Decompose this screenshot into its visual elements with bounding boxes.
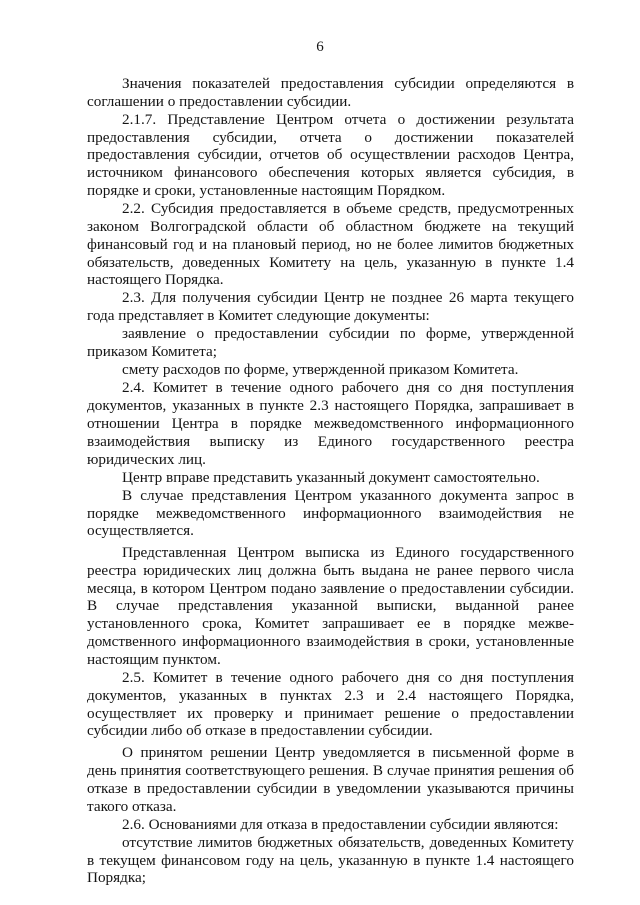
paragraph-2-3: 2.3. Для получения субсидии Центр не позднее 26 марта текущего года представляет в Комитет следующие документы: xyxy=(87,289,574,325)
page-number: 6 xyxy=(316,39,324,55)
paragraph-2-6: 2.6. Основаниями для отказа в предоставлении субсидии являются: xyxy=(122,815,559,833)
paragraph-2-2: 2.2. Субсидия предоставляется в объеме средств, предусмотренных законом Волгоградской области об областном бюджете на текущий финансовый год и на плановый период, но не более лимитов бюджетных обязательств, доведенных Комитету на цель, указанную в пункте 1.4 настоящего Порядка. xyxy=(87,200,574,289)
paragraph-self-submission: Центр вправе представить указанный документ самостоятельно. xyxy=(122,468,540,486)
paragraph-2-5: 2.5. Комитет в течение одного рабочего дня со дня поступления документов, указанных в пунктах 2.3 и 2.4 настоящего Порядка, осуществляет их проверку и принимает решение о предоставлении субсидии либо об отказе в предоставлении субсидии. xyxy=(87,668,574,740)
document-body xyxy=(87,75,574,887)
paragraph-no-budget-limits: отсутствие лимитов бюджетных обязательств, доведенных Комитету в текущем финансовом году на цель, указанную в пункте 1.4 настоящего Порядка; xyxy=(87,833,574,887)
paragraph-2-4: 2.4. Комитет в течение одного рабочего дня со дня поступления документов, указанных в пункте 2.3 настоящего Порядка, запрашивает в отношении Центра в порядке межведомственного информационного взаимодействия выписку из Единого государственного реестра юридических лиц. xyxy=(87,379,574,468)
paragraph-no-request: В случае представления Центром указанного документа запрос в порядке межведомственного информационного взаимодействия не осуществляется. xyxy=(87,486,574,540)
paragraph-application-item: заявление о предоставлении субсидии по форме, утвержденной приказом Комитета; xyxy=(87,325,574,361)
paragraph-estimate-item: смету расходов по форме, утвержденной приказом Комитета. xyxy=(122,361,519,379)
paragraph-registry-extract: Представленная Центром выписка из Единого государственного реестра юридических лиц должна быть выдана не ранее первого числа месяца, в котором Центром подано заявление о предоставлении субсидии. В случае представления указанной выписки, выданной ранее установленного срока, Комитет запрашивает ее в порядке межведомственного информационного взаимодействия в сроки, установленные настоящим пунктом. xyxy=(87,544,574,668)
paragraph-indicator-values: Значения показателей предоставления субсидии определяются в соглашении о предоставлении субсидии. xyxy=(87,75,574,110)
paragraph-decision-notice: О принятом решении Центр уведомляется в письменной форме в день принятия соответствующего решения. В случае принятия решения об отказе в предоставлении субсидии в уведомлении указываются причины такого отказа. xyxy=(87,744,574,815)
paragraph-2-1-7: 2.1.7. Представление Центром отчета о достижении результата предоставления субсидии, отчета о достижении показателей предоставления субсидии, отчетов об осуществлении расходов Центра, источником финансового обеспечения которых является субсидия, в порядке и сроки, установленные настоящим Порядком. xyxy=(87,110,574,200)
